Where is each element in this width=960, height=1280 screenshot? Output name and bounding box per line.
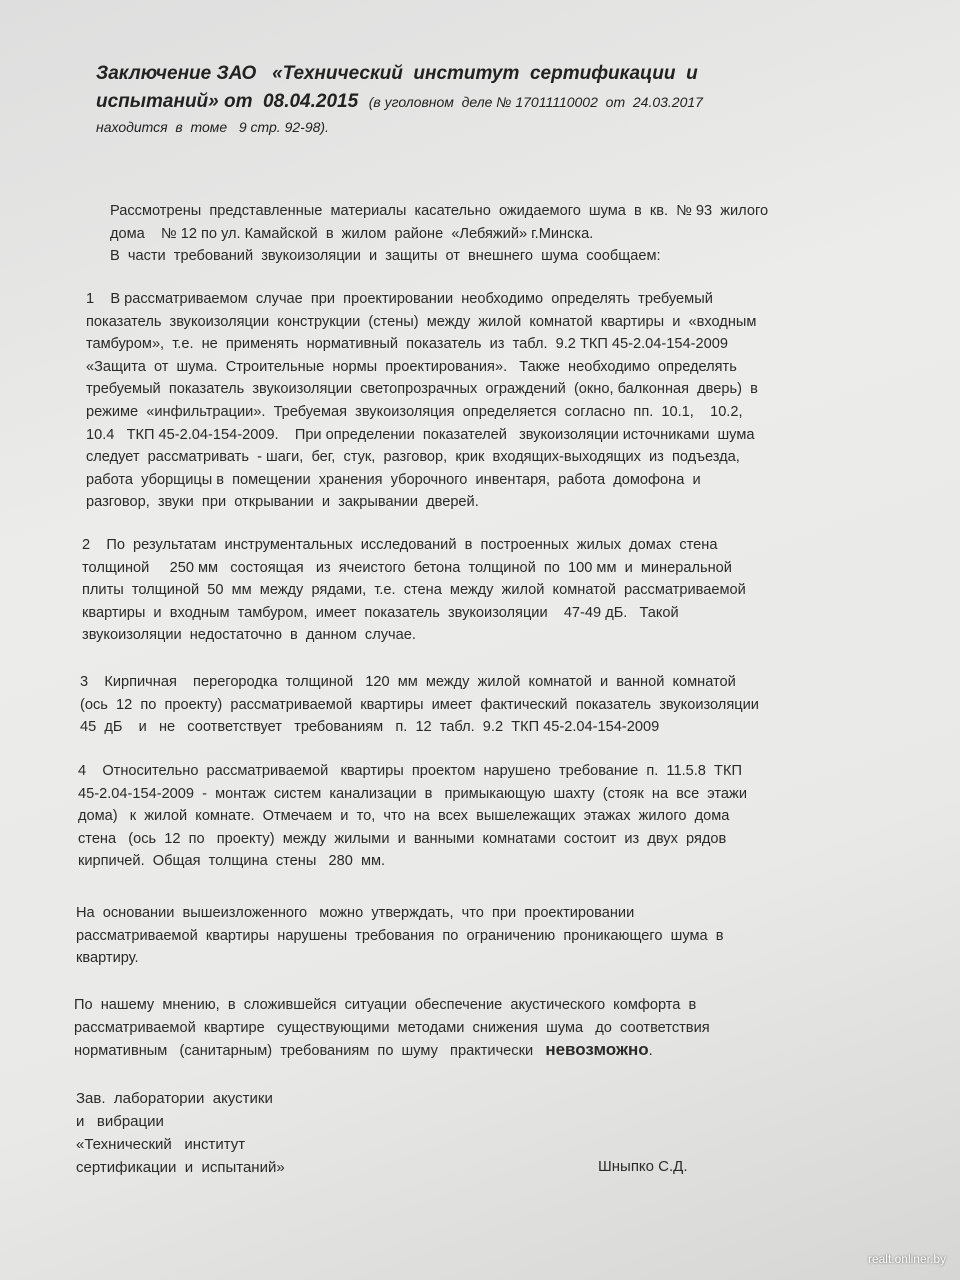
text-line: «Защита от шума. Строительные нормы проектирования». Также необходимо определять xyxy=(86,358,737,375)
text-line: 4 Относительно рассматриваемой квартиры проектом нарушено требование п. 11.5.8 ТКП xyxy=(78,763,742,779)
text-line: дома № 12 по ул. Камайской в жилом районе «Лебяжий» г.Минска. xyxy=(110,225,594,242)
text-line: дома) к жилой комнате. Отмечаем и то, что на всех вышележащих этажах жилого дома xyxy=(78,808,730,825)
paragraph-4 xyxy=(78,760,747,873)
text-line: Зав. лаборатории акустики xyxy=(76,1090,273,1107)
text-line: квартиры и входным тамбуром, имеет показатель звукоизоляции 47-49 дБ. Такой xyxy=(82,604,679,621)
text-line: 45-2.04-154-2009 - монтаж систем канализации в примыкающую шахту (стояк на все этажи xyxy=(78,785,747,802)
text-line: 3 Кирпичная перегородка толщиной 120 мм между жилой комнатой и ванной комнатой xyxy=(80,674,736,690)
title-line-2 xyxy=(96,88,703,116)
text-line: кирпичей. Общая толщина стены 280 мм. xyxy=(78,853,386,870)
text-line: рассматриваемой квартиры нарушены требования по ограничению проникающего шума в xyxy=(76,927,724,944)
text-line: 1 В рассматриваемом случае при проектировании необходимо определять требуемый xyxy=(86,291,713,307)
text-line: толщиной 250 мм состоящая из ячеистого бетона толщиной по 100 мм и минеральной xyxy=(82,559,732,576)
text-line: 2 По результатам инструментальных исследований в построенных жилых домах стена xyxy=(82,537,718,553)
emphasis-impossible: невозможно xyxy=(545,1040,649,1060)
case-note-volume: находится в томе 9 стр. 92-98). xyxy=(96,119,329,135)
text-line: требуемый показатель звукоизоляции светопрозрачных ограждений (окно, балконная дверь) в xyxy=(86,381,758,398)
conclusion-paragraph-1 xyxy=(76,902,724,970)
document-title xyxy=(96,60,703,138)
text-line: режиме «инфильтрации». Требуемая звукоизоляция определяется согласно пп. 10.1, 10.2, xyxy=(86,403,743,420)
text-line: 45 дБ и не соответствует требованиям п. 12 табл. 9.2 ТКП 45-2.04-154-2009 xyxy=(80,719,660,736)
text-line: квартиру. xyxy=(76,950,139,967)
text-line: По нашему мнению, в сложившейся ситуации обеспечение акустического комфорта в xyxy=(74,997,697,1013)
conclusion-text: нормативным (санитарным) требованиям по шуму практически xyxy=(74,1043,534,1060)
text-line: показатель звукоизоляции конструкции (стены) между жилой комнатой квартиры и «входным xyxy=(86,313,757,330)
text-line: 10.4 ТКП 45-2.04-154-2009. При определении показателей звукоизоляции источниками шума xyxy=(86,426,755,443)
text-line: сертификации и испытаний» xyxy=(76,1159,285,1176)
title-line-1: Заключение ЗАО «Технический институт сертификации и xyxy=(96,63,698,84)
signatory-name: Шныпко С.Д. xyxy=(598,1158,688,1175)
watermark: realt.onliner.by xyxy=(867,1252,946,1266)
paragraph-2 xyxy=(82,534,746,647)
text-line: рассматриваемой квартире существующими методами снижения шума до соответствия xyxy=(74,1019,710,1036)
text-line: «Технический институт xyxy=(76,1136,246,1153)
text-line: (ось 12 по проекту) рассматриваемой квартиры имеет фактический показатель звукоизоляции xyxy=(80,696,759,713)
case-note: (в уголовном деле № 17011110002 от 24.03.2017 xyxy=(368,94,703,110)
text-line: и вибрации xyxy=(76,1113,164,1130)
text-line: тамбуром», т.е. не применять нормативный показатель из табл. 9.2 ТКП 45-2.04-154-2009 xyxy=(86,336,728,353)
text-line: плиты толщиной 50 мм между рядами, т.е. стена между жилой комнатой рассматриваемой xyxy=(82,582,746,599)
text-line: разговор, звуки при открывании и закрывании дверей. xyxy=(86,494,479,511)
conclusion-last-line xyxy=(74,1039,710,1063)
text-line: стена (ось 12 по проекту) между жилыми и ванными комнатами состоит из двух рядов xyxy=(78,830,727,847)
conclusion-paragraph-2 xyxy=(74,994,710,1063)
text-line: звукоизоляции недостаточно в данном случае. xyxy=(82,627,416,644)
text-line: работа уборщицы в помещении хранения уборочного инвентаря, работа домофона и xyxy=(86,471,701,488)
text-line: На основании вышеизложенного можно утверждать, что при проектировании xyxy=(76,905,635,921)
text-line: Рассмотрены представленные материалы касательно ожидаемого шума в кв. № 93 жилого xyxy=(110,203,769,219)
title-date: испытаний» от 08.04.2015 xyxy=(96,91,359,112)
text-line: следует рассматривать - шаги, бег, стук, разговор, крик входящих-выходящих из подъезда, xyxy=(86,449,740,466)
paragraph-3 xyxy=(80,671,759,739)
text-line: В части требований звукоизоляции и защиты от внешнего шума сообщаем: xyxy=(110,248,661,265)
signatory-position xyxy=(76,1087,285,1179)
intro-paragraph xyxy=(110,200,768,268)
paragraph-1 xyxy=(86,288,758,514)
period: . xyxy=(648,1043,653,1060)
